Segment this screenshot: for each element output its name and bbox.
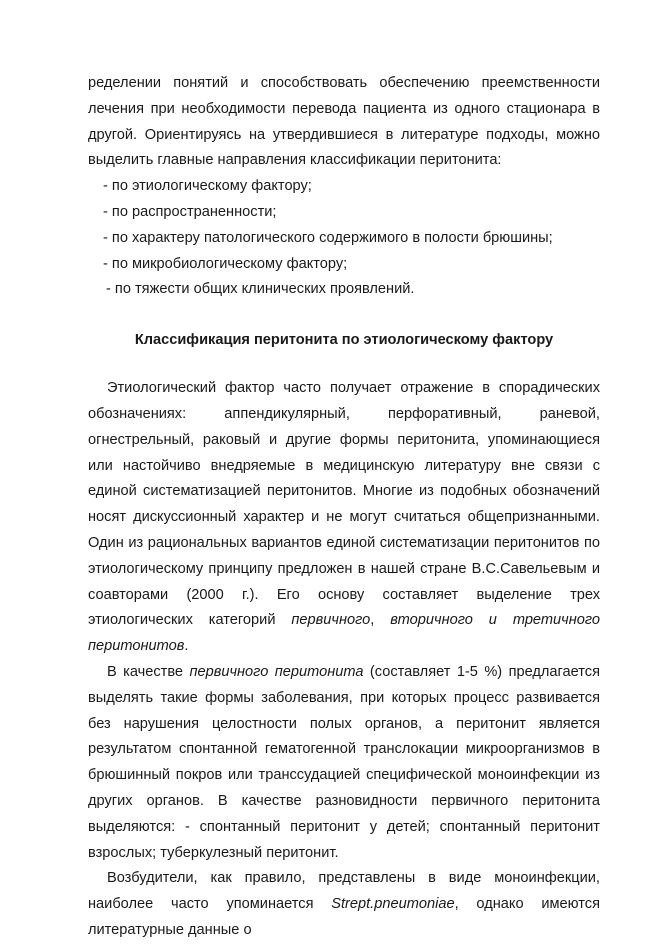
italic-conjunction: и: [472, 612, 513, 629]
paragraph-start: В качестве: [107, 663, 190, 680]
paragraph-rest: (составляет 1-5 %) предлагается выделять такие формы заболевания, при которых процесс развивается без нарушения целостности полых органов, а перитонит является результатом спонтанной гематогенной транслокации микроорганизмов в брюшинный покров или транссудацией специфической моноинфекции из других органов. В качестве разновидности первичного перитонита выделяются: - спонтанный перитонит у детей; спонтанный перитонит взрослых; туберкулезный перитонит.: [88, 663, 600, 861]
paragraph-separator: ,: [370, 612, 391, 629]
italic-pathogen-name: Strept.pneumoniae: [331, 896, 455, 913]
paragraph-end: .: [184, 638, 189, 655]
italic-term-secondary: вторичного: [390, 612, 473, 629]
etiology-paragraph: [88, 376, 600, 660]
primary-peritonitis-paragraph: [88, 660, 600, 866]
list-item: - по микробиологическому фактору;: [103, 255, 348, 272]
section-heading: Классификация перитонита по этиологическому фактору: [134, 332, 554, 349]
list-item: - по тяжести общих клинических проявлений.: [106, 281, 415, 298]
intro-paragraph: ределении понятий и способствовать обеспечению преемственности лечения при необходимости перевода пациента из одного стационара в другой. Ориентируясь на утвердившиеся в литературе подходы, можно выделить главные направления классификации перитонита:: [88, 75, 600, 169]
italic-term-primary-peritonitis: первичного перитонита: [189, 663, 364, 680]
list-item: - по характеру патологического содержимого в полости брюшины;: [103, 229, 553, 246]
paragraph-rest: , однако имеются литературные данные о: [88, 896, 600, 938]
list-item: - по этиологическому фактору;: [103, 178, 312, 195]
classification-list: [88, 174, 600, 303]
list-item: - по распространенности;: [103, 203, 277, 220]
paragraph-start: Возбудители, как правило, представлены в виде моноинфекции, наиболее часто упоминается: [88, 870, 600, 913]
pathogens-paragraph: [88, 866, 600, 943]
italic-term-tertiary: третичного перитонитов: [88, 612, 601, 655]
document-page: [88, 71, 600, 944]
italic-term-primary: первичного: [291, 612, 371, 629]
paragraph-text: Этиологический фактор часто получает отражение в спорадических обозначениях: аппендикулярный, перфоративный, раневой, огнестрельный, раковый и другие формы перитонита, упоминающиеся или настойчиво внедряемые в медицинскую литературу вне связи с единой систематизацией перитонитов. Многие из подобных обозначений носят дискуссионный характер и не могут считаться общепризнанными. Один из рациональных вариантов единой систематизации перитонитов по этиологическому принципу предложен в нашей стране В.С.Савельевым и соавторами (2000 г.). Его основу составляет выделение трех этиологических категорий: [88, 380, 600, 629]
